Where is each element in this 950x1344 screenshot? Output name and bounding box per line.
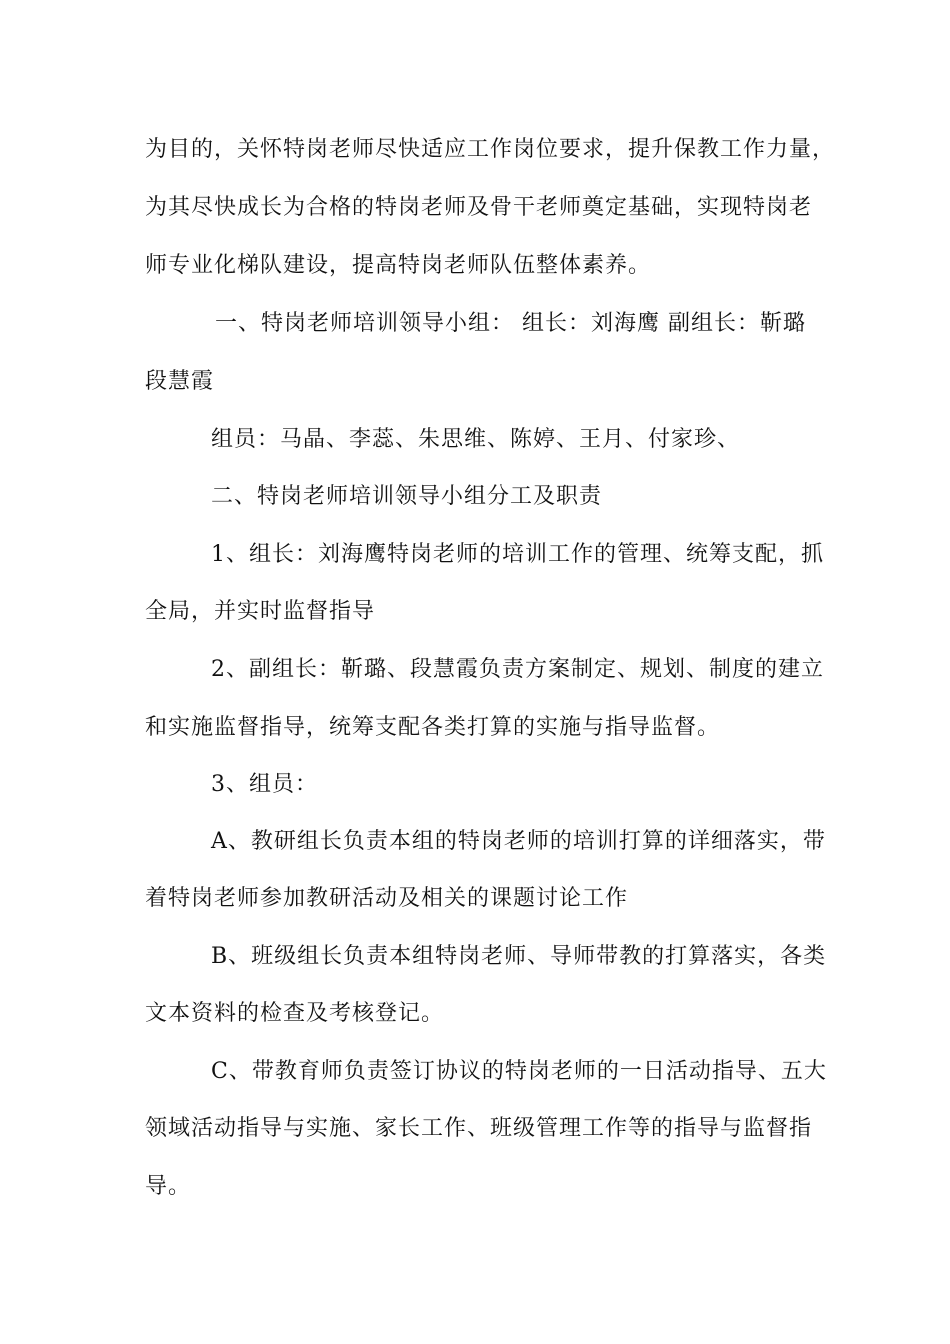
text-line: 文本资料的检查及考核登记。: [145, 1001, 445, 1026]
text-line: B、班级组长负责本组特岗老师、导师带教的打算落实，各类: [211, 944, 827, 969]
text-line: 段慧霞: [145, 369, 215, 394]
text-line: 导。: [145, 1174, 192, 1199]
section-heading: 二、特岗老师培训领导小组分工及职责: [211, 484, 603, 509]
text-line: 和实施监督指导，统筹支配各类打算的实施与指导监督。: [145, 715, 721, 740]
text-line: 1、组长：刘海鹰特岗老师的培训工作的管理、统筹支配，抓: [211, 542, 824, 567]
text-line: 着特岗老师参加教研活动及相关的课题讨论工作: [145, 886, 629, 911]
text-line: 3、组员：: [211, 772, 318, 797]
text-line: 领域活动指导与实施、家长工作、班级管理工作等的指导与监督指: [145, 1116, 813, 1141]
text-line: 为目的，关怀特岗老师尽快适应工作岗位要求，提升保教工作力量，: [145, 137, 836, 162]
text-line: A、教研组长负责本组的特岗老师的培训打算的详细落实，带: [211, 829, 826, 854]
text-line: 2、副组长：靳璐、段慧霞负责方案制定、规划、制度的建立: [211, 657, 824, 682]
text-line: 组员：马晶、李蕊、朱思维、陈婷、王月、付家珍、: [211, 427, 741, 452]
text-line: C、带教育师负责签订协议的特岗老师的一日活动指导、五大: [211, 1059, 827, 1084]
text-line: 全局，并实时监督指导: [145, 599, 376, 624]
section-heading: 一、特岗老师培训领导小组： 组长：刘海鹰 副组长：靳璐: [215, 311, 806, 336]
text-line: 师专业化梯队建设，提高特岗老师队伍整体素养。: [145, 253, 652, 278]
text-line: 为其尽快成长为合格的特岗老师及骨干老师奠定基础，实现特岗老: [145, 195, 813, 220]
